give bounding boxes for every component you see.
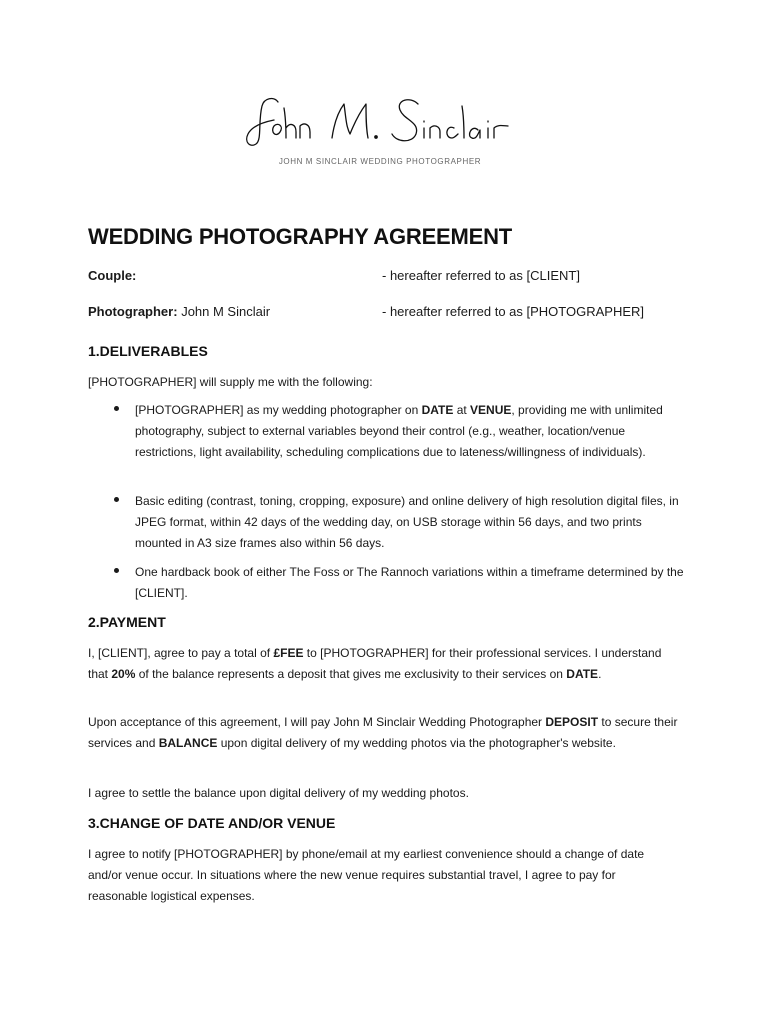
deliverable-book: One hardback book of either The Foss or The Rannoch variations within a timeframe determined by the [CLIENT].: [135, 565, 684, 600]
document-title: WEDDING PHOTOGRAPHY AGREEMENT: [88, 224, 513, 249]
deliverable-photography: [PHOTOGRAPHER] as my wedding photographer on DATE at VENUE, providing me with unlimited photography, subject to external variables beyond their control (e.g., weather, location/venue restrictions, light availability, scheduling complications due to lateness/willingness of individuals).: [135, 403, 663, 459]
photographer-value: John M Sinclair: [181, 304, 271, 319]
photographer-label: Photographer:: [88, 304, 178, 319]
couple-label: Couple:: [88, 268, 137, 283]
change-of-date-terms: I agree to notify [PHOTOGRAPHER] by phone/email at my earliest convenience should a change of date and/or venue occur. In situations where the new venue requires substantial travel, I agree to pay for reasonable logistical expenses.: [88, 847, 645, 903]
bullet-icon: [114, 568, 119, 573]
deposit-terms: Upon acceptance of this agreement, I will pay John M Sinclair Wedding Photographer DEPOSIT to secure their services and BALANCE upon digital delivery of my wedding photos via the photographer's website.: [88, 715, 678, 750]
section-heading-payment: 2.PAYMENT: [88, 614, 166, 630]
signature-logo: [240, 92, 520, 176]
balance-terms: I agree to settle the balance upon digital delivery of my wedding photos.: [88, 786, 469, 800]
couple-reference: - hereafter referred to as [CLIENT]: [382, 268, 580, 283]
bullet-icon: [114, 497, 119, 502]
bullet-icon: [114, 406, 119, 411]
photographer-reference: - hereafter referred to as [PHOTOGRAPHER]: [382, 304, 645, 319]
section-heading-deliverables: 1.DELIVERABLES: [88, 343, 208, 359]
logo-tagline: JOHN M SINCLAIR WEDDING PHOTOGRAPHER: [278, 157, 482, 166]
deliverable-editing: Basic editing (contrast, toning, cropping, exposure) and online delivery of high resolution digital files, in JPEG format, within 42 days of the wedding day, on USB storage within 56 days, and two prints mounted in A3 size frames also within 56 days.: [135, 494, 679, 550]
signature-graphic: [240, 92, 520, 156]
section-heading-change-of-date: 3.CHANGE OF DATE AND/OR VENUE: [88, 815, 336, 831]
deliverables-intro: [PHOTOGRAPHER] will supply me with the following:: [88, 375, 373, 389]
payment-terms: I, [CLIENT], agree to pay a total of £FEE to [PHOTOGRAPHER] for their professional services. I understand that 20% of the balance represents a deposit that gives me exclusivity to their services on DATE.: [88, 646, 662, 681]
